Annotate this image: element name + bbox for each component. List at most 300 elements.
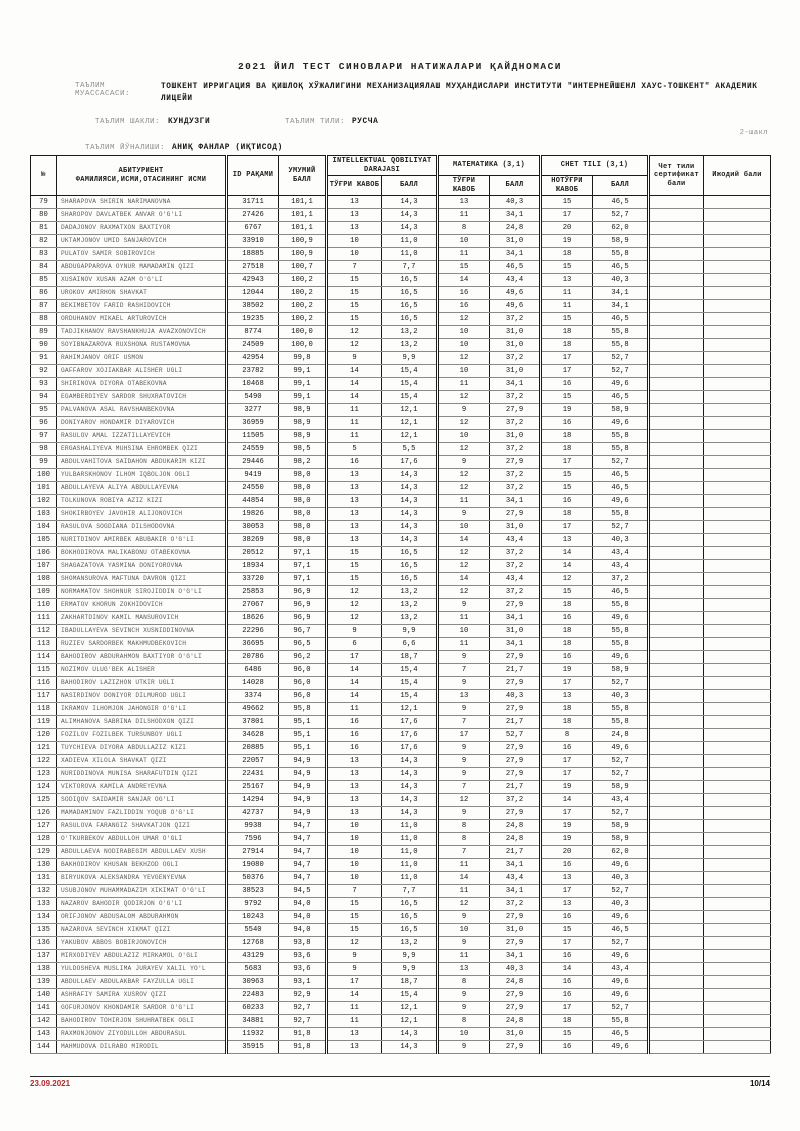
cell-iq-correct: 13 <box>327 807 382 820</box>
cell-math-correct: 10 <box>438 625 490 638</box>
cell-chet-incorrect: 8 <box>541 729 593 742</box>
cell-iq-correct: 12 <box>327 612 382 625</box>
cell-creative-ball <box>704 404 771 417</box>
cell-chet-incorrect: 15 <box>541 261 593 274</box>
cell-creative-ball <box>704 521 771 534</box>
table-row <box>31 365 771 378</box>
cell-cert-ball <box>649 755 704 768</box>
cell-name: ERGASHALIYEVA MUHSINA EHROMBEK QIZI <box>57 443 227 456</box>
cell-chet-incorrect: 15 <box>541 482 593 495</box>
cell-math-ball: 34,1 <box>490 950 541 963</box>
cell-chet-ball: 49,6 <box>593 651 649 664</box>
cell-id: 19235 <box>227 313 279 326</box>
cell-math-ball: 27,9 <box>490 404 541 417</box>
cell-creative-ball <box>704 339 771 352</box>
cell-creative-ball <box>704 378 771 391</box>
cell-creative-ball <box>704 755 771 768</box>
cell-cert-ball <box>649 664 704 677</box>
cell-math-correct: 8 <box>438 820 490 833</box>
cell-iq-correct: 17 <box>327 976 382 989</box>
cell-iq-ball: 13,2 <box>382 339 438 352</box>
cell-chet-incorrect: 18 <box>541 703 593 716</box>
cell-name: TOLKUNOVA ROBIYA AZIZ KIZI <box>57 495 227 508</box>
cell-creative-ball <box>704 963 771 976</box>
cell-cert-ball <box>649 274 704 287</box>
cell-chet-incorrect: 16 <box>541 859 593 872</box>
cell-chet-ball: 58,9 <box>593 833 649 846</box>
cell-chet-ball: 55,8 <box>593 716 649 729</box>
cell-math-ball: 34,1 <box>490 495 541 508</box>
cell-iq-correct: 5 <box>327 443 382 456</box>
cell-cert-ball <box>649 898 704 911</box>
cell-chet-incorrect: 17 <box>541 521 593 534</box>
cell-number: 108 <box>31 573 57 586</box>
cell-chet-incorrect: 14 <box>541 963 593 976</box>
cell-total-ball: 100,2 <box>279 313 327 326</box>
cell-iq-correct: 16 <box>327 716 382 729</box>
cell-math-correct: 12 <box>438 482 490 495</box>
cell-iq-ball: 14,3 <box>382 755 438 768</box>
cell-iq-correct: 7 <box>327 261 382 274</box>
cell-iq-correct: 13 <box>327 209 382 222</box>
cell-math-ball: 40,3 <box>490 690 541 703</box>
cell-total-ball: 93,6 <box>279 950 327 963</box>
cell-id: 38502 <box>227 300 279 313</box>
table-row <box>31 729 771 742</box>
cell-iq-ball: 7,7 <box>382 885 438 898</box>
cell-chet-ball: 46,5 <box>593 1028 649 1041</box>
cell-chet-incorrect: 17 <box>541 937 593 950</box>
cell-total-ball: 94,5 <box>279 885 327 898</box>
cell-cert-ball <box>649 677 704 690</box>
table-row <box>31 456 771 469</box>
cell-total-ball: 93,8 <box>279 937 327 950</box>
institution-value: ТОШКЕНТ ИРРИГАЦИЯ ВА ҚИШЛОҚ ХЎЖАЛИГИНИ МЕХАНИЗАЦИЯЛАШ МУҲАНДИСЛАРИ ИНСТИТУТИ "ИНТЕРНЕЙШЕНЛ ХАУС-ТОШКЕНТ" АКАДЕМИК ЛИЦЕЙИ <box>161 83 758 103</box>
cell-math-correct: 9 <box>438 677 490 690</box>
cell-number: 110 <box>31 599 57 612</box>
cell-chet-incorrect: 17 <box>541 768 593 781</box>
cell-chet-ball: 52,7 <box>593 365 649 378</box>
cell-name: IKRAMOV ILHOMJON JAHONGIR O'G'LI <box>57 703 227 716</box>
cell-math-correct: 9 <box>438 807 490 820</box>
cell-chet-ball: 43,4 <box>593 560 649 573</box>
cell-creative-ball <box>704 1002 771 1015</box>
cell-id: 43129 <box>227 950 279 963</box>
cell-iq-ball: 14,3 <box>382 794 438 807</box>
cell-id: 12044 <box>227 287 279 300</box>
cell-id: 10468 <box>227 378 279 391</box>
cell-name: MIRXODIYEV ABDULAZIZ MIRKAMOL O'GLI <box>57 950 227 963</box>
table-row <box>31 638 771 651</box>
direction-label: ТАЪЛИМ ЙЎНАЛИШИ: <box>85 144 166 152</box>
cell-number: 140 <box>31 989 57 1002</box>
cell-chet-ball: 49,6 <box>593 989 649 1002</box>
cell-math-ball: 27,9 <box>490 677 541 690</box>
cell-iq-correct: 14 <box>327 989 382 1002</box>
cell-creative-ball <box>704 898 771 911</box>
cell-chet-ball: 46,5 <box>593 586 649 599</box>
cell-chet-ball: 62,0 <box>593 846 649 859</box>
cell-creative-ball <box>704 287 771 300</box>
table-row <box>31 1028 771 1041</box>
cell-chet-ball: 43,4 <box>593 794 649 807</box>
cell-id: 18626 <box>227 612 279 625</box>
cell-math-correct: 15 <box>438 261 490 274</box>
cell-iq-correct: 9 <box>327 963 382 976</box>
cell-cert-ball <box>649 391 704 404</box>
cell-chet-incorrect: 17 <box>541 365 593 378</box>
cell-id: 27426 <box>227 209 279 222</box>
cell-math-ball: 27,9 <box>490 1002 541 1015</box>
cell-chet-incorrect: 20 <box>541 222 593 235</box>
cell-creative-ball <box>704 859 771 872</box>
cell-iq-correct: 15 <box>327 911 382 924</box>
table-row <box>31 651 771 664</box>
cell-cert-ball <box>649 586 704 599</box>
cell-id: 42954 <box>227 352 279 365</box>
cell-creative-ball <box>704 391 771 404</box>
cell-math-correct: 10 <box>438 521 490 534</box>
cell-number: 139 <box>31 976 57 989</box>
table-row <box>31 404 771 417</box>
table-row <box>31 430 771 443</box>
cell-id: 42737 <box>227 807 279 820</box>
cell-cert-ball <box>649 872 704 885</box>
cell-chet-ball: 40,3 <box>593 690 649 703</box>
cell-chet-incorrect: 15 <box>541 196 593 209</box>
cell-id: 34881 <box>227 1015 279 1028</box>
form-number-note: 2-шакл <box>739 129 768 137</box>
table-row <box>31 950 771 963</box>
table-row <box>31 807 771 820</box>
cell-cert-ball <box>649 495 704 508</box>
cell-math-ball: 31,0 <box>490 326 541 339</box>
cell-chet-ball: 52,7 <box>593 209 649 222</box>
cell-creative-ball <box>704 703 771 716</box>
cell-number: 129 <box>31 846 57 859</box>
cell-total-ball: 99,1 <box>279 391 327 404</box>
cell-iq-ball: 14,3 <box>382 768 438 781</box>
cell-chet-incorrect: 20 <box>541 846 593 859</box>
cell-math-ball: 27,9 <box>490 989 541 1002</box>
table-row <box>31 222 771 235</box>
cell-math-ball: 49,6 <box>490 300 541 313</box>
cell-cert-ball <box>649 352 704 365</box>
cell-math-correct: 11 <box>438 885 490 898</box>
cell-iq-ball: 16,5 <box>382 898 438 911</box>
cell-creative-ball <box>704 482 771 495</box>
table-row <box>31 612 771 625</box>
cell-iq-correct: 16 <box>327 729 382 742</box>
cell-total-ball: 94,9 <box>279 807 327 820</box>
cell-chet-incorrect: 18 <box>541 625 593 638</box>
cell-number: 118 <box>31 703 57 716</box>
cell-creative-ball <box>704 794 771 807</box>
cell-chet-ball: 55,8 <box>593 508 649 521</box>
cell-creative-ball <box>704 664 771 677</box>
cell-cert-ball <box>649 326 704 339</box>
cell-creative-ball <box>704 820 771 833</box>
cell-total-ball: 98,2 <box>279 456 327 469</box>
cell-iq-ball: 17,6 <box>382 716 438 729</box>
cell-iq-correct: 13 <box>327 781 382 794</box>
cell-iq-correct: 12 <box>327 339 382 352</box>
cell-creative-ball <box>704 248 771 261</box>
cell-number: 88 <box>31 313 57 326</box>
cell-math-ball: 24,8 <box>490 976 541 989</box>
cell-iq-ball: 16,5 <box>382 573 438 586</box>
cell-name: SHIRINOVA DIYORA OTABEKOVNA <box>57 378 227 391</box>
table-row <box>31 482 771 495</box>
cell-chet-ball: 55,8 <box>593 625 649 638</box>
cell-iq-ball: 14,3 <box>382 534 438 547</box>
cell-iq-ball: 9,9 <box>382 950 438 963</box>
cell-number: 122 <box>31 755 57 768</box>
cell-chet-incorrect: 17 <box>541 352 593 365</box>
header-creative: Ижодий бали <box>704 156 771 196</box>
cell-math-ball: 37,2 <box>490 482 541 495</box>
cell-number: 101 <box>31 482 57 495</box>
cell-id: 14028 <box>227 677 279 690</box>
cell-math-ball: 24,8 <box>490 833 541 846</box>
cell-name: ASHRAFIY SAMIRA XUSROV QIZI <box>57 989 227 1002</box>
cell-iq-correct: 15 <box>327 573 382 586</box>
cell-cert-ball <box>649 781 704 794</box>
cell-cert-ball <box>649 378 704 391</box>
cell-total-ball: 92,7 <box>279 1002 327 1015</box>
cell-math-correct: 12 <box>438 313 490 326</box>
table-row <box>31 1002 771 1015</box>
cell-name: RASULOVA FARANGIZ SHAVKATJON QIZI <box>57 820 227 833</box>
form-value: КУНДУЗГИ <box>168 118 211 126</box>
cell-chet-ball: 46,5 <box>593 261 649 274</box>
cell-chet-ball: 46,5 <box>593 196 649 209</box>
cell-cert-ball <box>649 690 704 703</box>
results-tbody <box>31 196 771 1054</box>
cell-cert-ball <box>649 742 704 755</box>
header-math-ball: БАЛЛ <box>490 176 541 196</box>
cell-chet-incorrect: 11 <box>541 300 593 313</box>
cell-creative-ball <box>704 1015 771 1028</box>
language-label: ТАЪЛИМ ТИЛИ: <box>285 118 346 126</box>
cell-name: BAHODIROV LAZIZHON UTKIR UGLI <box>57 677 227 690</box>
cell-cert-ball <box>649 963 704 976</box>
cell-id: 29446 <box>227 456 279 469</box>
cell-cert-ball <box>649 820 704 833</box>
cell-creative-ball <box>704 950 771 963</box>
cell-chet-incorrect: 17 <box>541 209 593 222</box>
table-row <box>31 924 771 937</box>
table-row <box>31 352 771 365</box>
cell-number: 93 <box>31 378 57 391</box>
cell-number: 115 <box>31 664 57 677</box>
table-row <box>31 326 771 339</box>
cell-chet-incorrect: 17 <box>541 755 593 768</box>
cell-iq-ball: 16,5 <box>382 924 438 937</box>
cell-iq-ball: 13,2 <box>382 599 438 612</box>
cell-math-ball: 31,0 <box>490 625 541 638</box>
cell-iq-ball: 12,1 <box>382 417 438 430</box>
cell-math-ball: 31,0 <box>490 235 541 248</box>
cell-id: 24509 <box>227 339 279 352</box>
cell-iq-ball: 11,0 <box>382 235 438 248</box>
cell-chet-ball: 46,5 <box>593 313 649 326</box>
cell-id: 11932 <box>227 1028 279 1041</box>
table-row <box>31 300 771 313</box>
cell-iq-ball: 6,6 <box>382 638 438 651</box>
cell-total-ball: 95,1 <box>279 742 327 755</box>
cell-cert-ball <box>649 196 704 209</box>
table-row <box>31 690 771 703</box>
cell-chet-incorrect: 16 <box>541 1041 593 1054</box>
cell-math-correct: 12 <box>438 391 490 404</box>
cell-chet-ball: 52,7 <box>593 755 649 768</box>
cell-creative-ball <box>704 677 771 690</box>
cell-cert-ball <box>649 638 704 651</box>
cell-math-correct: 9 <box>438 937 490 950</box>
cell-chet-ball: 55,8 <box>593 443 649 456</box>
cell-chet-ball: 52,7 <box>593 937 649 950</box>
cell-chet-incorrect: 16 <box>541 651 593 664</box>
table-row <box>31 274 771 287</box>
cell-chet-ball: 49,6 <box>593 911 649 924</box>
cell-chet-incorrect: 12 <box>541 573 593 586</box>
cell-chet-ball: 55,8 <box>593 638 649 651</box>
cell-math-correct: 14 <box>438 872 490 885</box>
cell-math-correct: 9 <box>438 911 490 924</box>
cell-creative-ball <box>704 365 771 378</box>
cell-cert-ball <box>649 404 704 417</box>
cell-iq-correct: 17 <box>327 651 382 664</box>
cell-math-ball: 34,1 <box>490 248 541 261</box>
cell-chet-ball: 58,9 <box>593 235 649 248</box>
header-math-correct: ТЎҒРИ ЖАВОБ <box>438 176 490 196</box>
cell-math-ball: 49,6 <box>490 287 541 300</box>
cell-math-ball: 27,9 <box>490 937 541 950</box>
cell-iq-correct: 10 <box>327 872 382 885</box>
cell-iq-ball: 14,3 <box>382 521 438 534</box>
cell-iq-correct: 14 <box>327 690 382 703</box>
cell-cert-ball <box>649 1015 704 1028</box>
cell-creative-ball <box>704 872 771 885</box>
cell-math-correct: 14 <box>438 274 490 287</box>
cell-number: 109 <box>31 586 57 599</box>
cell-iq-correct: 11 <box>327 430 382 443</box>
cell-iq-ball: 5,5 <box>382 443 438 456</box>
cell-cert-ball <box>649 846 704 859</box>
header-chet-ball: БАЛЛ <box>593 176 649 196</box>
table-row <box>31 287 771 300</box>
cell-iq-ball: 14,3 <box>382 196 438 209</box>
cell-iq-correct: 16 <box>327 456 382 469</box>
cell-total-ball: 97,1 <box>279 560 327 573</box>
cell-creative-ball <box>704 443 771 456</box>
cell-chet-ball: 58,9 <box>593 820 649 833</box>
cell-cert-ball <box>649 794 704 807</box>
cell-name: SHOMANSUROVA MAFTUNA DAVRON QIZI <box>57 573 227 586</box>
header-iq-correct: ТЎҒРИ ЖАВОБ <box>327 176 382 196</box>
cell-number: 119 <box>31 716 57 729</box>
cell-id: 36695 <box>227 638 279 651</box>
cell-cert-ball <box>649 651 704 664</box>
cell-math-ball: 37,2 <box>490 586 541 599</box>
cell-number: 113 <box>31 638 57 651</box>
cell-creative-ball <box>704 196 771 209</box>
cell-cert-ball <box>649 625 704 638</box>
cell-cert-ball <box>649 1002 704 1015</box>
cell-chet-incorrect: 15 <box>541 1028 593 1041</box>
table-row <box>31 196 771 209</box>
cell-total-ball: 95,8 <box>279 703 327 716</box>
cell-iq-correct: 13 <box>327 482 382 495</box>
table-row <box>31 794 771 807</box>
cell-creative-ball <box>704 560 771 573</box>
cell-iq-correct: 10 <box>327 820 382 833</box>
cell-iq-correct: 13 <box>327 521 382 534</box>
cell-math-ball: 27,9 <box>490 508 541 521</box>
cell-cert-ball <box>649 521 704 534</box>
cell-cert-ball <box>649 560 704 573</box>
cell-cert-ball <box>649 924 704 937</box>
cell-iq-ball: 9,9 <box>382 625 438 638</box>
cell-total-ball: 97,1 <box>279 547 327 560</box>
cell-iq-correct: 14 <box>327 378 382 391</box>
cell-math-ball: 37,2 <box>490 560 541 573</box>
cell-creative-ball <box>704 638 771 651</box>
cell-iq-ball: 15,4 <box>382 365 438 378</box>
cell-cert-ball <box>649 248 704 261</box>
header-name-line1: АБИТУРИЕНТ <box>118 167 164 175</box>
cell-math-correct: 11 <box>438 859 490 872</box>
cell-total-ball: 94,7 <box>279 833 327 846</box>
cell-iq-correct: 9 <box>327 950 382 963</box>
table-row <box>31 573 771 586</box>
cell-math-correct: 12 <box>438 898 490 911</box>
cell-total-ball: 100,7 <box>279 261 327 274</box>
cell-name: VIKTOROVA KAMILA ANDREYEVNA <box>57 781 227 794</box>
cell-name: UKTAMJONOV UMID SANJAROVICH <box>57 235 227 248</box>
cell-cert-ball <box>649 1041 704 1054</box>
cell-math-ball: 34,1 <box>490 378 541 391</box>
cell-cert-ball <box>649 547 704 560</box>
cell-math-correct: 8 <box>438 833 490 846</box>
cell-total-ball: 94,0 <box>279 898 327 911</box>
cell-creative-ball <box>704 222 771 235</box>
cell-id: 6767 <box>227 222 279 235</box>
cell-math-ball: 37,2 <box>490 547 541 560</box>
table-row <box>31 547 771 560</box>
cell-chet-incorrect: 17 <box>541 1002 593 1015</box>
cell-iq-ball: 13,2 <box>382 586 438 599</box>
cell-creative-ball <box>704 599 771 612</box>
cell-creative-ball <box>704 456 771 469</box>
cell-id: 19080 <box>227 859 279 872</box>
cell-iq-ball: 16,5 <box>382 300 438 313</box>
cell-number: 133 <box>31 898 57 911</box>
cell-math-ball: 37,2 <box>490 794 541 807</box>
cell-chet-incorrect: 18 <box>541 508 593 521</box>
cell-creative-ball <box>704 690 771 703</box>
cell-iq-correct: 12 <box>327 586 382 599</box>
cell-math-correct: 10 <box>438 430 490 443</box>
cell-total-ball: 91,8 <box>279 1028 327 1041</box>
cell-math-correct: 16 <box>438 300 490 313</box>
cell-name: ERMATOV KHORUN ZOKHIDOVICH <box>57 599 227 612</box>
cell-total-ball: 94,7 <box>279 820 327 833</box>
cell-name: SHAGAZATOVA YASMINA DONIYOROVNA <box>57 560 227 573</box>
cell-id: 3277 <box>227 404 279 417</box>
cell-chet-incorrect: 15 <box>541 469 593 482</box>
